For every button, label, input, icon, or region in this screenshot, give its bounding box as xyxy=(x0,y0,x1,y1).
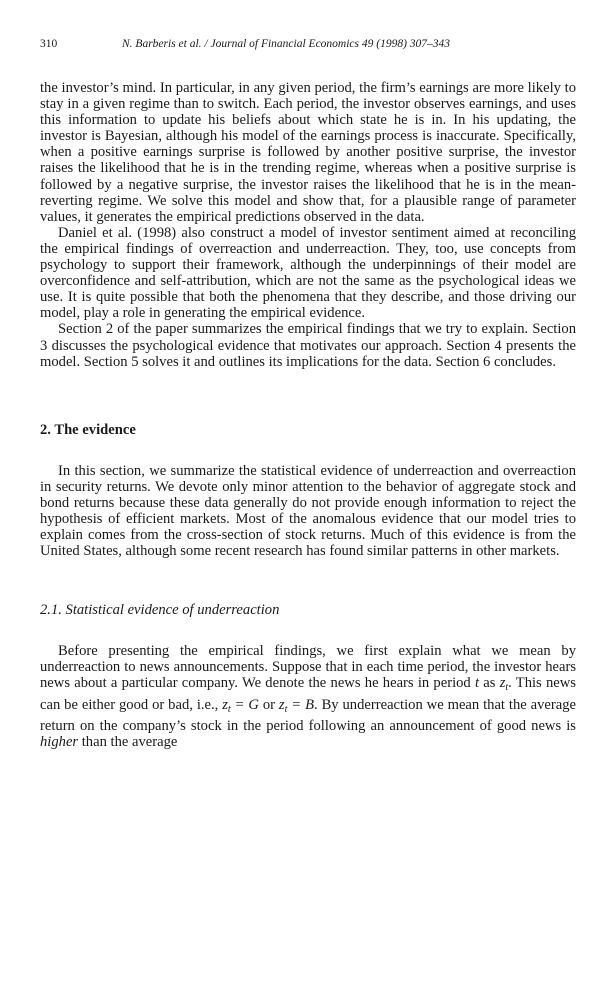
math-expr: = G xyxy=(230,696,259,713)
math-expr: = B xyxy=(287,696,314,713)
math-subscript: t xyxy=(227,703,231,715)
subsection-heading: 2.1. Statistical evidence of underreaction xyxy=(40,602,280,619)
page-number: 310 xyxy=(40,38,58,50)
text-run: . By underreaction we mean that the average return on the company’s stock in the period following an announcement of good news is xyxy=(40,696,577,734)
text-run: or xyxy=(258,696,279,713)
intro-paragraph-2: Daniel et al. (1998) also construct a model of investor sentiment aimed at reconciling the empirical findings of overreaction and underreaction. They, too, use concepts from psychology to support their framework, although the underpinnings of their model are overconfidence and self-attribution, which are not the same as the psychological ideas we use. It is quite possible that both the phenomena that they describe, and those driving our model, play a role in generating the empirical evidence. xyxy=(40,224,576,322)
emphasis: higher xyxy=(40,733,79,750)
math-var: t xyxy=(474,675,480,692)
subsection-2-1-paragraph xyxy=(40,643,576,750)
text-run: Before presenting the empirical findings, we first explain what we mean by underreaction to news announcements. Suppose that in each time period, the investor hears news about a particular company. We denote the news he hears in period xyxy=(40,643,576,692)
journal-reference: N. Barberis et al. / Journal of Financial Economics 49 (1998) 307–343 xyxy=(122,38,451,50)
intro-paragraph-3: Section 2 of the paper summarizes the empirical findings that we try to explain. Section 3 discusses the psychological evidence that motivates our approach. Section 4 presents the model. Section 5 solves it and outlines its implications for the data. Section 6 concludes. xyxy=(40,321,576,370)
text-run: than the average xyxy=(78,733,178,750)
section-heading: 2. The evidence xyxy=(40,421,136,438)
math-var: z xyxy=(222,696,228,713)
running-head xyxy=(40,38,576,58)
text-run: as xyxy=(479,675,500,692)
math-var: z xyxy=(278,696,285,713)
math-subscript: t xyxy=(284,703,288,715)
math-var: z xyxy=(499,675,506,692)
math-subscript: t xyxy=(505,682,509,694)
section-2-paragraph: In this section, we summarize the statistical evidence of underreaction and overreaction in security returns. We devote only minor attention to the behavior of aggregate stock and bond returns because these data generally do not provide enough information to reject the hypothesis of efficient markets. Most of the anomalous evidence that our model tries to explain comes from the cross-section of stock returns. Much of this evidence is from the United States, although some recent research has found similar patterns in other markets. xyxy=(40,462,576,560)
text-run: . This news can be either good or bad, i.e., xyxy=(40,675,576,713)
page xyxy=(40,38,576,750)
intro-paragraph-1: the investor’s mind. In particular, in any given period, the firm’s earnings are more likely to stay in a given regime than to switch. Each period, the investor observes earnings, and uses this information to update his beliefs about which state he is in. In his updating, the investor is Bayesian, although his model of the earnings process is inaccurate. Specifically, when a positive earnings surprise is followed by another positive surprise, the investor raises the likelihood that he is in the trending regime, whereas when a positive surprise is followed by a negative surprise, the investor raises the likelihood that he is in the mean-reverting regime. We solve this model and show that, for a plausible range of parameter values, it generates the empirical predictions observed in the data. xyxy=(40,80,576,225)
